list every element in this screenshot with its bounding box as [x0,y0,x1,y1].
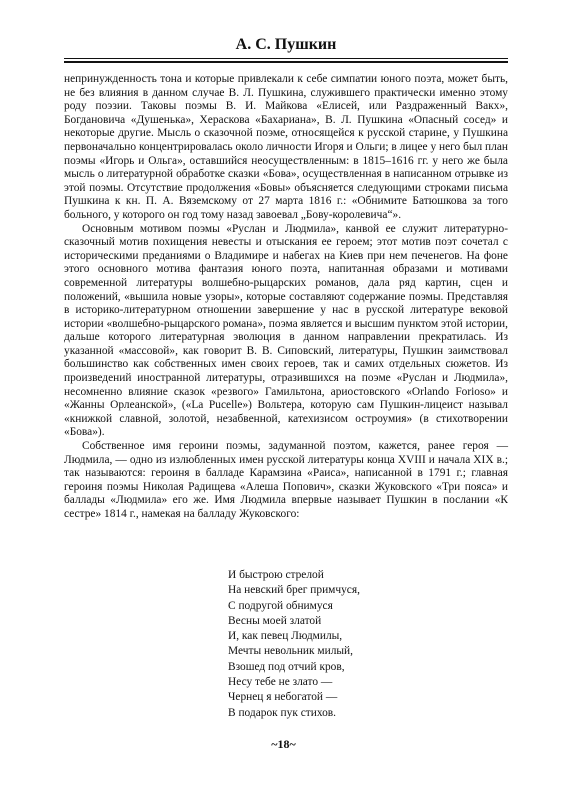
paragraph-1: непринужденность тона и которые привлекали к себе симпатии юного поэта, может быть, не без влияния в данном случае В. Л. Пушкина, служившего практически именно этому роду поэзии. Таковы поэмы В. И. Майкова «Елисей, или Раздраженный Вакх», Богдановича «Душенька», Хераскова «Бахариана», В. Л. Пушкина «Опасный сосед» и некоторые другие. Мысль о сказочной поэме, относящейся к русской старине, у Пушкина первоначально концентрировалась около личности Игоря и Ольги; в лицее у него был план поэмы «Игорь и Ольга», оставшийся неосуществленным: в 1815–1616 гг. у него же была мысль о литературной обработке сказки «Бова», осуществленная в написанном отрывке из этой поэмы. Отсутствие продолжения «Бовы» объясняется следующими строками письма Пушкина к кн. П. А. Вяземскому от 27 марта 1816 г.: «Обнимите Батюшкова за того больного, у которого он год тому назад завоевал „Бову-королевича“». [64,73,508,221]
paragraph-2: Основным мотивом поэмы «Руслан и Людмила», канвой ее служит литературно-сказочный мотив похищения невесты и отыскания ее героем; этот мотив поэт сочетал с историческими преданиями о Владимире и набегах на Киев при нем печенегов. На фоне этого основного мотива фантазия юного поэта, напитанная образами и мотивами современной литературы волшебно-рыцарских романов, дала ряд картин, сцен и положений, «вышила новые узоры», которые составляют содержание поэмы. Представляя в историко-литературном отношении завершение у нас в русской литературе вековой истории «волшебно-рыцарского романа», поэма является и высшим пунктом этой истории, дальше которого литературная эволюция в данном направлении прекратилась. Из указанной «массовой», как говорит В. В. Сиповский, литературы, Пушкин заимствовал большинство как собственных имен своих героев, так и самих отдельных сюжетов. Из произведений иностранной литературы, отразившихся на поэме «Руслан и Людмила», несомненно влияние сказок «резвого» Гамильтона, ариостовского «Orlando Forioso» и «Жанны Орлеанской», («La Pucelle») Вольтера, которую сам Пушкин-лицеист называл «книжкой славной, золотой, незабвенной, катехизисом остроумия» (в стихотворении «Бова»). [64,222,508,439]
poem-line: Несу тебе не злато — [228,676,333,689]
header-rule-thick [64,61,508,63]
body-text [64,73,508,522]
poem-quote [228,568,360,721]
poem-line: На невский брег примчуся, [228,584,360,597]
poem-line: Весны моей златой [228,614,322,627]
poem-line: Мечты невольник милый, [228,645,353,658]
page-number: ~18~ [271,737,296,751]
poem-line: Чернец я небогатой — [228,691,338,704]
poem-line: В подарок пук стихов. [228,706,337,719]
running-header: А. С. Пушкин [235,36,337,53]
paragraph-3: Собственное имя героини поэмы, задуманной поэтом, кажется, ранее героя — Людмила, — одно из излюбленных имен русской литературы конца XVIII и начала XIX в.; так называются: героиня в балладе Карамзина «Раиса», написанной в 1791 г.; главная героиня поэмы Николая Радищева «Алеша Попович», сказки Жуковского «Три пояса» и баллады «Людмила» его же. Имя Людмила впервые называет Пушкин в послании «К сестре» 1814 г., намекая на балладу Жуковского: [64,440,508,520]
poem-line: И быстрою стрелой [228,569,324,581]
poem-line: Взошед под отчий кров, [228,660,345,673]
poem-line: И, как певец Людмилы, [228,630,343,643]
poem-line: С подругой обнимуся [228,599,333,612]
header-rule-thin [64,58,508,59]
